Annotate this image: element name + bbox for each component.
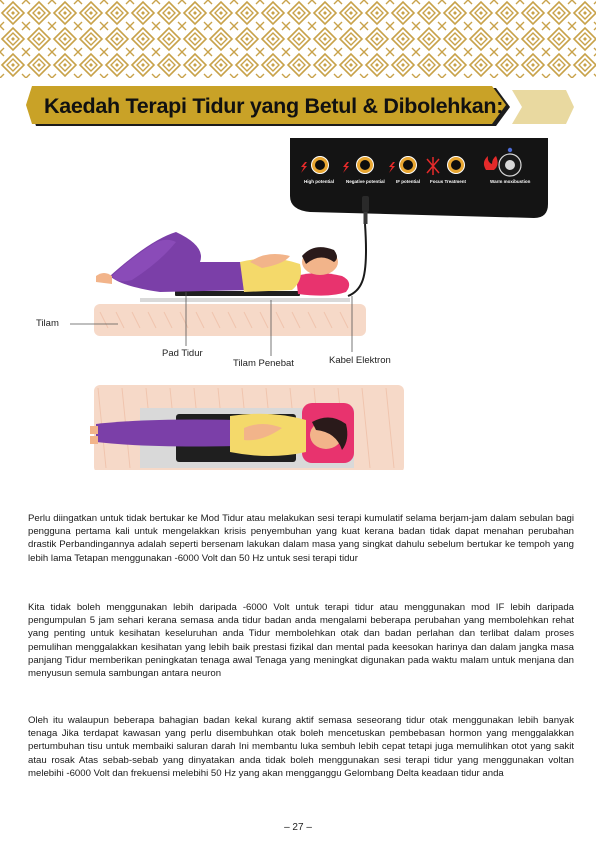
- mattress-side-view: [94, 291, 366, 336]
- negative-potential-label: Negative potential: [346, 179, 385, 184]
- mattress-label: Tilam: [36, 318, 59, 329]
- sleep-pad-label: Pad Tidur: [162, 348, 203, 359]
- paragraph-1: Perlu diingatkan untuk tidak bertukar ke Mod Tidur atau melakukan sesi terapi kumulatif selama berjam-jam dalam sebulan bagi pengguna pertama kali untuk mengelakkan krisis penyembuhan yang kuat kerana badan tidak dapat menahan perubahan drastik Perbandingannya adalah seperti bersenam lakukan dalam masa yang singkat dahulu sebelum bertukar ke tempoh yang lebih lama Tetapan menggunakan -6000 Volt dan 50 Hz untuk sesi terapi tidur: [28, 513, 574, 564]
- control-panel: [290, 138, 548, 218]
- focus-treatment-label: Focus Treatment: [430, 179, 467, 184]
- page-title: Kaedah Terapi Tidur yang Betul & Dibolehkan:: [44, 94, 504, 118]
- page-number: – 27 –: [284, 822, 312, 833]
- paragraph-2: Kita tidak boleh menggunakan lebih daripada -6000 Volt untuk terapi tidur atau menggunakan mod IF lebih daripada pengumpulan 5 jam sehari kerana semasa anda tidur badan anda mengalami beberapa perubahan yang membolehkan rehat yang penting untuk kesihatan keseluruhan anda Tidur membolehkan otak dan badan perlahan dan terlibat dalam proses pemulihan menggalakkan kesihatan yang lebih baik prestasi fizikal dan mental pada keesokan harinya dan dalam jangka masa panjang Tidur memberikan peningkatan tenaga awal Tenaga yang meningkat digunakan pada waktu malam untuk menjana dan menyusun semula sambungan antara neuron: [28, 602, 574, 680]
- paragraph-3: Oleh itu walaupun beberapa bahagian badan kekal kurang aktif semasa seseorang tidur otak menggunakan lebih banyak tenaga Jika terdapat kawasan yang perlu disembuhkan otak boleh mencetuskan pembebasan hormon yang menggalakkan pertumbuhan tisu untuk membaiki saluran darah Ini membantu luka sembuh lebih cepat tetapi juga memulihkan otot yang sakit atau rosak Atas sebab-sebab yang dinyatakan anda tidak boleh menggunakan sesi terapi tidur yang menggunakan voltan melebihi -6000 Volt dan frekuensi melebihi 50 Hz yang akan mengganggu Gelombang Delta keadaan tidur anda: [28, 715, 574, 779]
- person-side-view: [96, 232, 349, 296]
- electronic-cable-label: Kabel Elektron: [329, 355, 391, 366]
- warm-moxibustion-label: Warm moxibustion: [490, 179, 531, 184]
- if-potential-label: IF potential: [396, 179, 420, 184]
- high-potential-label: High potential: [304, 179, 334, 184]
- decorative-header-pattern: [0, 0, 596, 78]
- insulating-mat-label: Tilam Penebat: [233, 358, 294, 369]
